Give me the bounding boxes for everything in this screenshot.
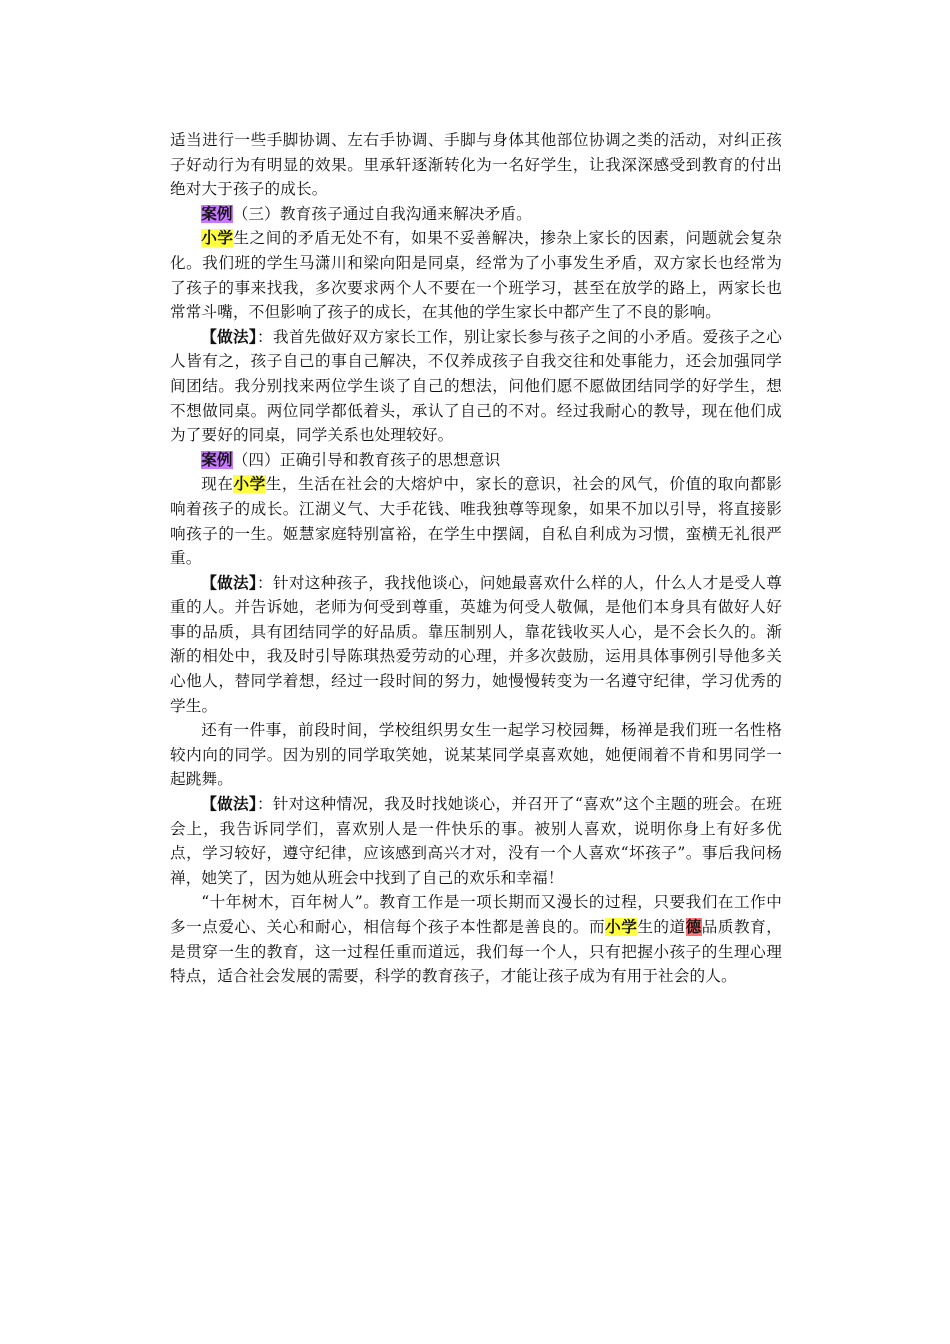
de-highlight: 德 bbox=[685, 918, 702, 936]
conclusion-text: 品质教育，是贯穿一生的教育，这一过程任重而道远，我们每一个人，只有把握小孩子的生理心理特点，适合社会发展的需要，科学的教育孩子，才能让孩子成为有用于社会的人。 bbox=[170, 918, 782, 986]
paragraph-6-text: 生，生活在社会的大熔炉中，家长的意识，社会的风气，价值的取向都影响着孩子的成长。江湖义气、大手花钱、唯我独尊等现象，如果不加以引导，将直接影响孩子的一生。姬慧家庭特别富裕，在学生中摆阔，自私自利成为习惯，蛮横无礼很严重。 bbox=[170, 475, 782, 568]
case-highlight: 案例 bbox=[201, 204, 233, 223]
method-1-text: ：我首先做好双方家长工作，别让家长参与孩子之间的小矛盾。爱孩子之心人皆有之，孩子自己的事自己解决，不仅养成孩子自我交往和处事能力，还会加强同学间团结。我分别找来两位学生谈了自己的想法，问他们愿不愿做团结同学的好学生，想不想做同桌。两位同学都低着头，承认了自己的不对。经过我耐心的教导，现在他们成为了要好的同桌，同学关系也处理较好。 bbox=[170, 327, 782, 445]
method-2-text: ：针对这种孩子，我找他谈心，问她最喜欢什么样的人，什么人才是受人尊重的人。并告诉她，老师为何受到尊重，英雄为何受人敬佩，是他们本身具有做好人好事的品质，具有团结同学的好品质。靠压制别人，靠花钱收买人心，是不会长久的。渐渐的相处中，我及时引导陈琪热爱劳动的心理，并多次鼓励，运用具体事例引导他多关心他人，替同学着想，经过一段时间的努力，她慢慢转变为一名遵守纪律，学习优秀的学生。 bbox=[170, 573, 782, 715]
conclusion-mid: 生的道 bbox=[637, 918, 686, 936]
case-3-title: （三）教育孩子通过自我沟通来解决矛盾。 bbox=[232, 204, 532, 223]
case-highlight: 案例 bbox=[201, 450, 233, 469]
method-label: 【做法】 bbox=[201, 326, 258, 346]
method-3-text: ：针对这种情况，我及时找她谈心，并召开了“喜欢”这个主题的班会。在班会上，我告诉同学们，喜欢别人是一件快乐的事。被别人喜欢，说明你身上有好多优点，学习较好，遵守纪律，应该感到高兴才对，没有一个人喜欢“坏孩子”。事后我问杨禅，她笑了，因为她从班会中找到了自己的欢乐和幸福！ bbox=[170, 795, 782, 887]
paragraph-1: 适当进行一些手脚协调、左右手协调、手脚与身体其他部位协调之类的活动，对纠正孩子好动行为有明显的效果。里承轩逐渐转化为一名好学生，让我深深感受到教育的付出绝对大于孩子的成长。 bbox=[170, 131, 782, 199]
method-paragraph-2 bbox=[170, 571, 782, 719]
case-4-heading bbox=[170, 448, 782, 473]
method-paragraph-3 bbox=[170, 792, 782, 890]
method-label: 【做法】 bbox=[201, 572, 258, 592]
xiaoxue-highlight: 小学 bbox=[233, 475, 266, 494]
paragraph-6 bbox=[170, 472, 782, 570]
document-page bbox=[170, 128, 782, 989]
xiaoxue-highlight: 小学 bbox=[605, 918, 638, 936]
method-label: 【做法】 bbox=[201, 794, 257, 814]
paragraph-3 bbox=[170, 226, 782, 324]
xiaoxue-highlight: 小学 bbox=[201, 229, 234, 248]
paragraph-3-text: 生之间的矛盾无处不有，如果不妥善解决，掺杂上家长的因素，问题就会复杂化。我们班的学生马潇川和梁向阳是同桌，经常为了小事发生矛盾，双方家长也经常为了孩子的事来找我，多次要求两个人不要在一个班学习，甚至在放学的路上，两家长也常常斗嘴，不但影响了孩子的成长，在其他的学生家长中都产生了不良的影响。 bbox=[170, 229, 782, 322]
conclusion-pre: “十年树木，百年树人”。教育工作是一项长期而又漫长的过程，只要我们在工作中多一点爱心、关心和耐心，相信每个孩子本性都是善良的。而 bbox=[170, 893, 782, 936]
paragraph-8: 还有一件事，前段时间，学校组织男女生一起学习校园舞，杨禅是我们班一名性格较内向的同学。因为别的同学取笑她，说某某同学桌喜欢她，她便闹着不肯和男同学一起跳舞。 bbox=[170, 721, 782, 789]
conclusion-paragraph bbox=[170, 890, 782, 988]
paragraph-6-pre: 现在 bbox=[201, 475, 234, 494]
method-paragraph-1 bbox=[170, 325, 782, 448]
case-4-title: （四）正确引导和教育孩子的思想意识 bbox=[232, 450, 501, 469]
case-3-heading bbox=[170, 202, 782, 227]
